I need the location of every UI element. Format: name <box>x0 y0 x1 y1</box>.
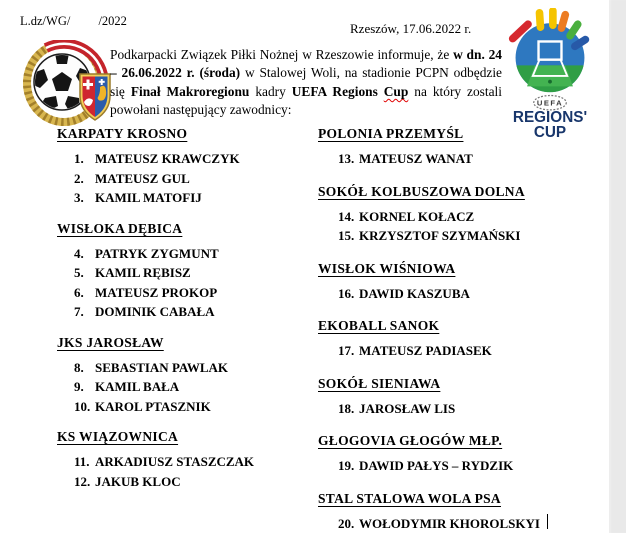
player-number: 18. <box>338 400 355 416</box>
player-name: DAWID KASZUBA <box>359 285 470 301</box>
club-heading: GŁOGOVIA GŁOGÓW MŁP. <box>318 433 503 448</box>
intro-uefa-bold: UEFA Regions <box>291 83 384 99</box>
player-number: 5. <box>74 265 84 280</box>
club-section <box>318 126 588 169</box>
player-name: MATEUSZ GUL <box>95 170 190 186</box>
player-name: DAWID PAŁYS – RYDZIK <box>359 458 514 473</box>
club-heading: POLONIA PRZEMYŚL <box>318 126 464 141</box>
club-section <box>57 221 315 322</box>
player-number: 9. <box>74 379 84 394</box>
football-crest-icon <box>22 40 118 126</box>
player-name: KAMIL BAŁA <box>95 379 180 394</box>
intro-text: Podkarpacki Związek Piłki Nożnej w Rzeszowie informuje, że <box>110 47 454 62</box>
player-name: DOMINIK CABAŁA <box>95 304 215 319</box>
player-row <box>318 207 588 227</box>
player-row <box>57 302 315 322</box>
club-section <box>318 376 588 419</box>
player-row <box>318 149 588 169</box>
player-number: 6. <box>74 284 84 300</box>
player-name: KORNEL KOŁACZ <box>359 208 475 224</box>
intro-final-bold: Finał Makroregionu <box>130 83 250 99</box>
player-number: 2. <box>74 170 84 186</box>
player-row <box>57 188 315 208</box>
player-number: 19. <box>338 458 355 473</box>
player-number: 10. <box>74 398 91 414</box>
text-cursor <box>547 514 549 529</box>
player-row <box>57 358 315 378</box>
player-row <box>57 263 315 283</box>
player-number: 11. <box>74 454 90 469</box>
club-section <box>318 184 588 246</box>
player-row <box>57 452 315 472</box>
club-heading: STAL STALOWA WOLA PSA <box>318 490 501 506</box>
club-heading: EKOBALL SANOK <box>318 318 440 333</box>
reference-number: L.dz/WG/ /2022 <box>20 14 127 28</box>
roster-column-left <box>57 126 315 504</box>
player-name: JAROSŁAW LIS <box>359 400 456 416</box>
club-heading: KARPATY KROSNO <box>57 126 188 141</box>
cup-title: CUP <box>533 124 567 140</box>
club-heading: JKS JAROSŁAW <box>57 334 164 350</box>
player-name: KAROL PTASZNIK <box>95 398 211 414</box>
player-row <box>318 514 588 534</box>
player-row <box>318 399 588 419</box>
right-scrollbar-track[interactable] <box>609 0 626 533</box>
player-name: PATRYK ZYGMUNT <box>95 245 219 261</box>
player-number: 13. <box>338 151 355 166</box>
player-number: 12. <box>74 473 91 489</box>
uefa-regions-cup-logo <box>504 8 596 140</box>
podkarpacki-zpn-crest-logo <box>22 40 118 126</box>
player-row <box>57 397 315 417</box>
intro-text: w Stalowej Woli, na stadionie PCPN odbędzie się <box>110 65 502 99</box>
player-number: 3. <box>74 190 84 205</box>
club-heading: KS WIĄZOWNICA <box>57 429 179 444</box>
club-section <box>57 335 315 417</box>
uefa-wordmark: UEFA <box>536 98 564 108</box>
player-row <box>57 283 315 303</box>
player-number: 16. <box>338 285 355 301</box>
club-section <box>318 261 588 304</box>
club-section <box>57 126 315 208</box>
player-number: 1. <box>74 151 84 166</box>
club-heading: WISŁOKA DĘBICA <box>57 220 183 236</box>
player-name: MATEUSZ KRAWCZYK <box>95 151 240 166</box>
club-section <box>318 318 588 361</box>
player-name: SEBASTIAN PAWLAK <box>95 359 229 375</box>
player-row <box>318 341 588 361</box>
player-row <box>57 377 315 397</box>
player-name: WOŁODYMIR KHOROLSKYI <box>359 515 540 531</box>
intro-text: na który zostali powołani następujący zawodnicy: <box>110 83 502 118</box>
intro-cup-misspelled: Cup <box>383 83 409 99</box>
player-name: MATEUSZ PADIASEK <box>359 343 492 358</box>
player-number: 8. <box>74 359 84 375</box>
player-number: 20. <box>338 515 355 531</box>
player-row <box>318 456 588 476</box>
intro-date-bold: w dn. 24 – 26.06.2022 r. (środa) <box>110 47 502 81</box>
club-heading: WISŁOK WIŚNIOWA <box>318 260 456 276</box>
player-name: MATEUSZ PROKOP <box>95 284 218 300</box>
player-row <box>57 149 315 169</box>
player-number: 4. <box>74 245 84 261</box>
player-name: KRZYSZTOF SZYMAŃSKI <box>359 228 521 243</box>
club-heading: SOKÓŁ KOLBUSZOWA DOLNA <box>318 183 525 199</box>
regions-cup-emblem-icon <box>504 8 596 140</box>
player-number: 14. <box>338 208 355 224</box>
player-name: JAKUB KLOC <box>95 473 181 489</box>
player-row <box>57 244 315 264</box>
player-number: 17. <box>338 343 355 358</box>
player-number: 15. <box>338 228 355 243</box>
place-date: Rzeszów, 17.06.2022 r. <box>350 21 472 36</box>
club-section <box>318 491 588 534</box>
intro-text: kadry <box>249 83 292 99</box>
club-heading: SOKÓŁ SIENIAWA <box>318 375 441 391</box>
player-row <box>318 284 588 304</box>
regions-title: REGIONS' <box>512 108 588 126</box>
roster-column-right <box>318 126 588 548</box>
player-row <box>57 472 315 492</box>
player-name: ARKADIUSZ STASZCZAK <box>95 454 255 469</box>
player-name: KAMIL RĘBISZ <box>95 265 191 280</box>
club-section <box>318 433 588 476</box>
intro-paragraph <box>110 46 502 120</box>
player-name: KAMIL MATOFIJ <box>95 190 202 205</box>
player-row <box>57 169 315 189</box>
player-number: 7. <box>74 304 84 319</box>
player-name: MATEUSZ WANAT <box>359 151 473 166</box>
player-row <box>318 226 588 246</box>
club-section <box>57 429 315 491</box>
